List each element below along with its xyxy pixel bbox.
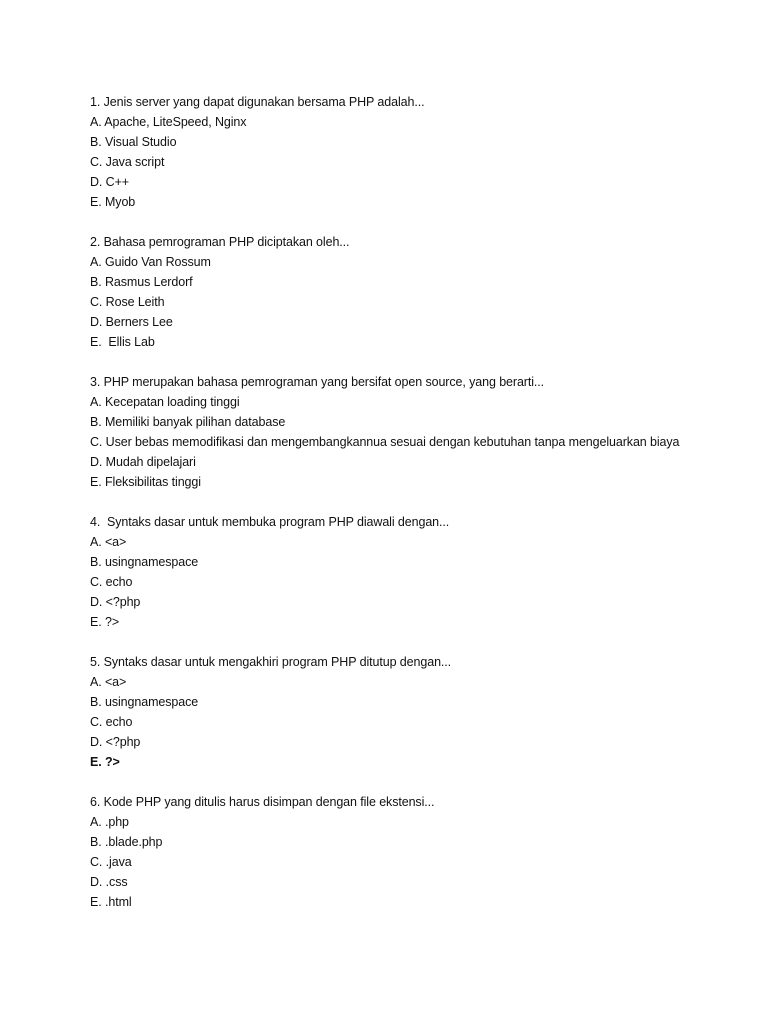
answer-option: A. Kecepatan loading tinggi bbox=[90, 395, 240, 409]
answer-option: E. .html bbox=[90, 895, 132, 909]
answer-option: D. <?php bbox=[90, 735, 141, 749]
question-prompt: 6. Kode PHP yang ditulis harus disimpan dengan file ekstensi... bbox=[90, 795, 435, 809]
answer-option: C. echo bbox=[90, 575, 133, 589]
answer-option: A. <a> bbox=[90, 535, 127, 549]
question-1 bbox=[90, 92, 690, 212]
question-6 bbox=[90, 792, 690, 912]
answer-option: A. Apache, LiteSpeed, Nginx bbox=[90, 115, 247, 129]
answer-option: B. Rasmus Lerdorf bbox=[90, 275, 193, 289]
answer-option: B. usingnamespace bbox=[90, 555, 199, 569]
answer-option: D. Berners Lee bbox=[90, 315, 173, 329]
answer-option-highlighted: E. ?> bbox=[90, 755, 120, 769]
answer-option: A. Guido Van Rossum bbox=[90, 255, 211, 269]
answer-option: C. .java bbox=[90, 855, 132, 869]
question-4 bbox=[90, 512, 690, 632]
answer-option: B. usingnamespace bbox=[90, 695, 199, 709]
question-2 bbox=[90, 232, 690, 352]
answer-option: C. echo bbox=[90, 715, 133, 729]
answer-option: E. Fleksibilitas tinggi bbox=[90, 475, 201, 489]
answer-option: C. User bebas memodifikasi dan mengembangkannua sesuai dengan kebutuhan tanpa mengeluarkan biaya bbox=[90, 435, 680, 449]
question-3 bbox=[90, 372, 690, 492]
answer-option: E. ?> bbox=[90, 615, 120, 629]
question-prompt: 3. PHP merupakan bahasa pemrograman yang bersifat open source, yang berarti... bbox=[90, 375, 545, 389]
answer-option: A. <a> bbox=[90, 675, 127, 689]
answer-option: D. .css bbox=[90, 875, 128, 889]
question-prompt: 5. Syntaks dasar untuk mengakhiri program PHP ditutup dengan... bbox=[90, 655, 452, 669]
answer-option: E. Ellis Lab bbox=[90, 335, 155, 349]
question-prompt: 1. Jenis server yang dapat digunakan bersama PHP adalah... bbox=[90, 95, 425, 109]
answer-option: B. Memiliki banyak pilihan database bbox=[90, 415, 286, 429]
question-5 bbox=[90, 652, 690, 772]
answer-option: C. Rose Leith bbox=[90, 295, 165, 309]
answer-option: D. Mudah dipelajari bbox=[90, 455, 196, 469]
answer-option: C. Java script bbox=[90, 155, 165, 169]
question-prompt: 2. Bahasa pemrograman PHP diciptakan oleh... bbox=[90, 235, 350, 249]
answer-option: E. Myob bbox=[90, 195, 136, 209]
answer-option: A. .php bbox=[90, 815, 129, 829]
answer-option: D. C++ bbox=[90, 175, 129, 189]
answer-option: D. <?php bbox=[90, 595, 141, 609]
quiz-document bbox=[90, 92, 690, 932]
answer-option: B. .blade.php bbox=[90, 835, 163, 849]
question-prompt: 4. Syntaks dasar untuk membuka program PHP diawali dengan... bbox=[90, 515, 450, 529]
answer-option: B. Visual Studio bbox=[90, 135, 177, 149]
